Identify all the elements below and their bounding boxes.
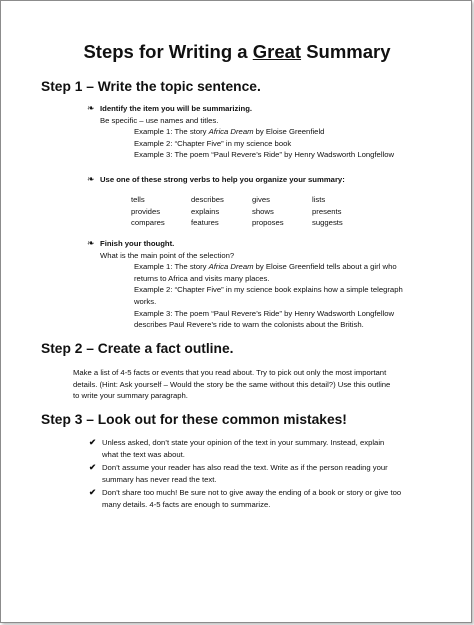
swirl-bullet-icon: ❧ [87,103,95,113]
verb: tells [131,195,145,204]
verb: provides [131,206,161,216]
mistake-item: ✔ Don’t assume your reader has also read the text. Write as if the person reading your summary has never read the text. [89,462,388,484]
verb: presents [312,206,342,216]
step2-line: to write your summary paragraph. [73,391,188,401]
step2-line: Make a list of 4-5 facts or events that you read about. Try to pick out only the most important [73,368,387,377]
mistake-item: ✔ Don’t share too much! Be sure not to give away the ending of a book or story or give too many details. 4-5 facts are enough to summarize. [89,487,402,509]
verbs-block [71,174,431,186]
identify-heading: Identify the item you will be summarizing. [100,104,253,113]
title-text: Steps for Writing a [83,41,253,62]
identify-block [71,103,431,161]
finish-example-2: Example 2: “Chapter Five” in my science book explains how a simple telegraph [134,285,403,295]
step2-paragraph [73,367,439,402]
finish-example-1-cont: returns to Africa and visits many places. [134,273,270,283]
checkmark-icon: ✔ [89,462,97,472]
step3-heading: Step 3 – Look out for these common mistakes! [41,412,347,427]
title-text-end: Summary [301,41,391,62]
title-underlined-word: Great [252,41,302,62]
swirl-bullet-icon: ❧ [87,174,95,184]
verb: describes [191,195,224,204]
identify-example-1: Example 1: The story Africa Dream by Eloise Greenfield [134,127,325,137]
verb: compares [131,218,165,228]
verb: features [191,218,219,228]
finish-block [71,238,431,331]
step2-heading: Step 2 – Create a fact outline. [41,341,234,356]
identify-example-2: Example 2: “Chapter Five” in my science book [134,138,292,148]
verb: gives [252,195,270,204]
page-title [1,41,473,63]
swirl-bullet-icon: ❧ [87,238,95,248]
verb: proposes [252,218,284,228]
finish-example-3-cont: describes Paul Revere’s ride to warn the colonists about the British. [134,320,364,330]
finish-heading: Finish your thought. [100,239,175,248]
identify-subtext: Be specific – use names and titles. [100,115,219,125]
mistake-item: ✔ Unless asked, don’t state your opinion of the text in your summary. Instead, explain what the text was about. [89,437,385,459]
finish-subtext: What is the main point of the selection? [100,250,235,260]
step1-heading: Step 1 – Write the topic sentence. [41,79,261,94]
verb: explains [191,206,220,216]
finish-example-3: Example 3: The poem “Paul Revere’s Ride” by Henry Wadsworth Longfellow [134,308,395,318]
step2-line: details. (Hint: Ask yourself – Would the story be the same without this detail?) Use this outline [73,379,391,389]
verb: suggests [312,218,343,228]
finish-example-1: Example 1: The story Africa Dream by Eloise Greenfield tells about a girl who [134,262,397,272]
verb: lists [312,195,326,204]
finish-example-2-cont: works. [134,296,157,306]
verb: shows [252,206,274,216]
verbs-heading: Use one of these strong verbs to help you organize your summary: [100,175,345,184]
checkmark-icon: ✔ [89,437,97,447]
checkmark-icon: ✔ [89,487,97,497]
identify-example-3: Example 3: The poem “Paul Revere’s Ride” by Henry Wadsworth Longfellow [134,150,395,160]
